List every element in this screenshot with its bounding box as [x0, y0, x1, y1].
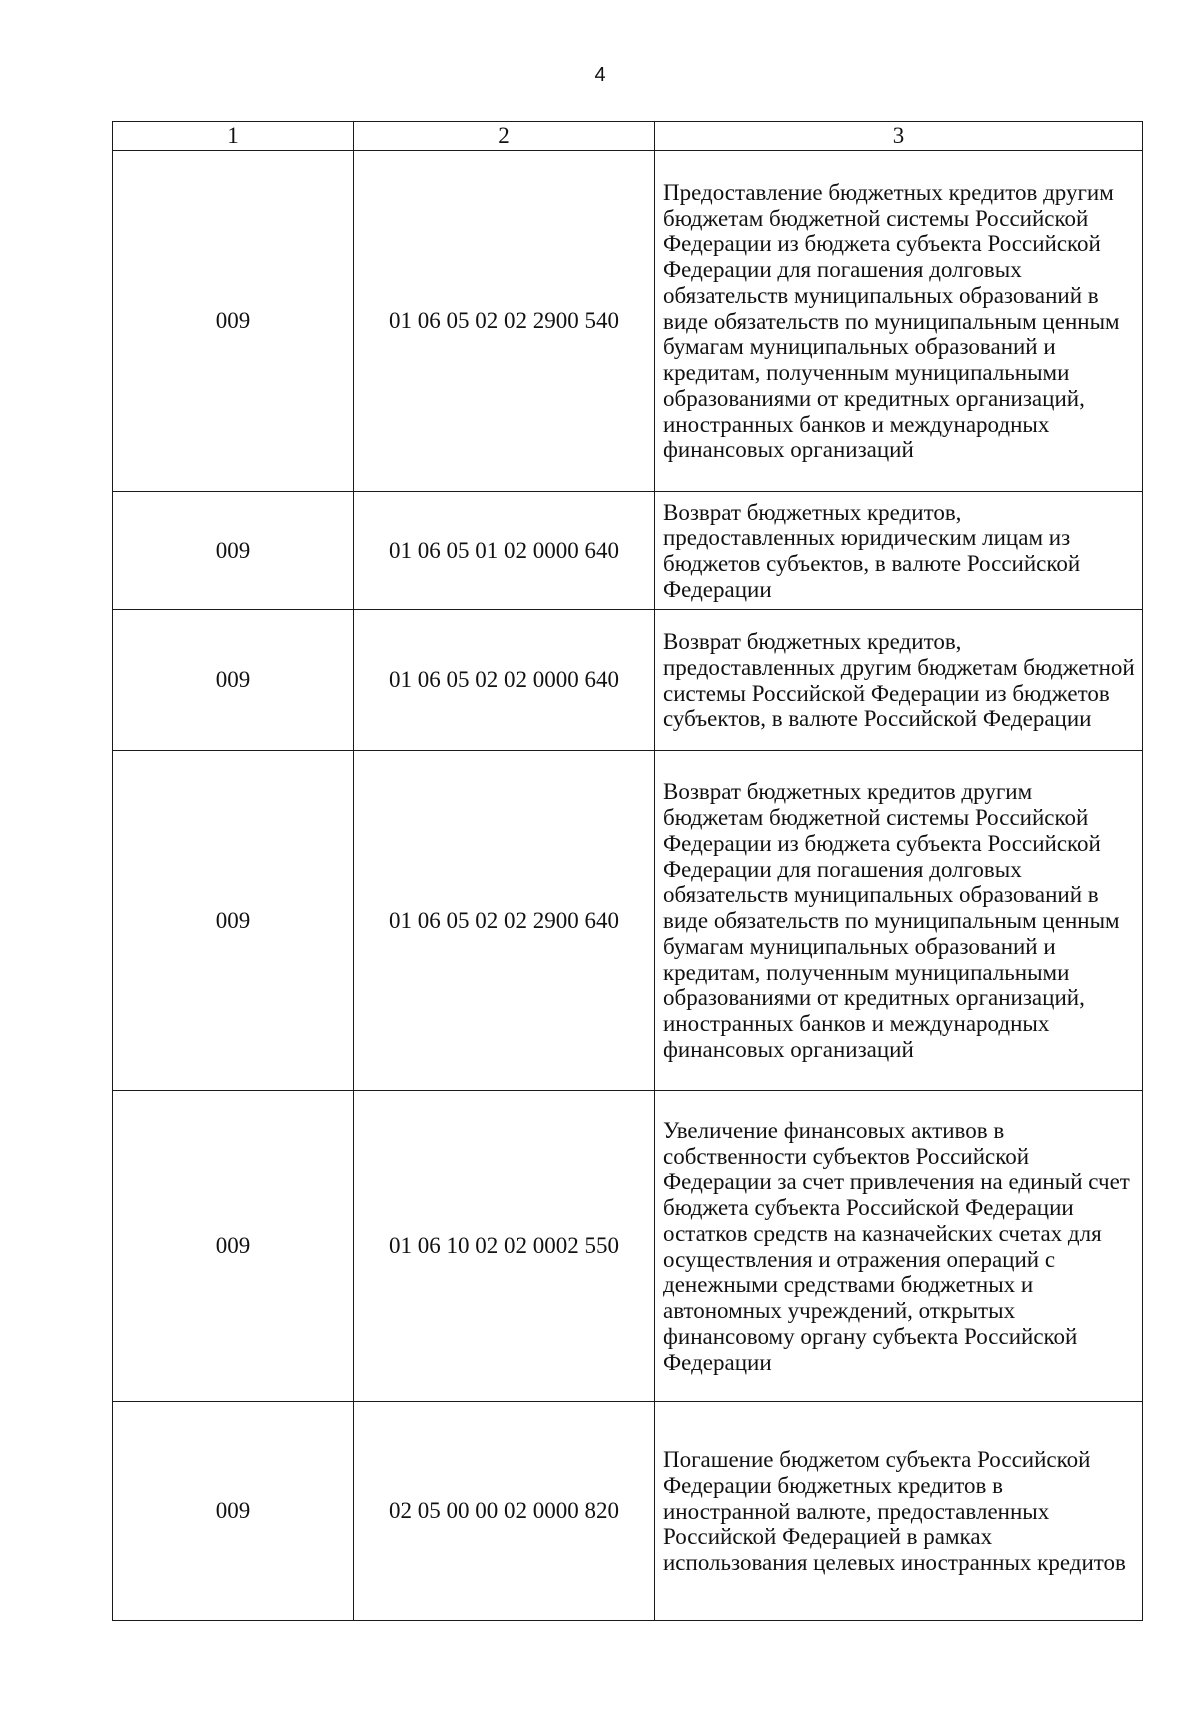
- table-row: [113, 1402, 1143, 1621]
- table-row: [113, 151, 1143, 492]
- table-row: [113, 610, 1143, 751]
- page-number: 4: [594, 64, 606, 86]
- budget-code-cell: 01 06 05 01 02 0000 640: [354, 492, 655, 610]
- admin-code-cell: 009: [113, 1402, 354, 1621]
- description-cell: Предоставление бюджетных кредитов другим бюджетам бюджетной системы Российской Федерации из бюджета субъекта Российской Федерации для погашения долговых обязательств муниципальных образований в виде обязательств по муниципальным ценным бумагам муниципальных образований и кредитам, полученным муниципальными образованиями от кредитных организаций, иностранных банков и международных финансовых организаций: [655, 151, 1143, 492]
- budget-code-cell: 01 06 05 02 02 2900 540: [354, 151, 655, 492]
- table-row: [113, 751, 1143, 1091]
- admin-code-cell: 009: [113, 751, 354, 1091]
- description-cell: Возврат бюджетных кредитов, предоставленных другим бюджетам бюджетной системы Российской Федерации из бюджетов субъектов, в валюте Российской Федерации: [655, 610, 1143, 751]
- admin-code-cell: 009: [113, 1091, 354, 1402]
- description-cell: Возврат бюджетных кредитов, предоставленных юридическим лицам из бюджетов субъектов, в валюте Российской Федерации: [655, 492, 1143, 610]
- table-row: [113, 492, 1143, 610]
- budget-code-cell: 01 06 05 02 02 0000 640: [354, 610, 655, 751]
- description-cell: Погашение бюджетом субъекта Российской Федерации бюджетных кредитов в иностранной валюте, предоставленных Российской Федерацией в рамках использования целевых иностранных кредитов: [655, 1402, 1143, 1621]
- admin-code-cell: 009: [113, 492, 354, 610]
- description-cell: Увеличение финансовых активов в собственности субъектов Российской Федерации за счет привлечения на единый счет бюджета субъекта Российской Федерации остатков средств на казначейских счетах для осуществления и отражения операций с денежными средствами бюджетных и автономных учреждений, открытых финансовому органу субъекта Российской Федерации: [655, 1091, 1143, 1402]
- budget-code-cell: 01 06 05 02 02 2900 640: [354, 751, 655, 1091]
- description-cell: Возврат бюджетных кредитов другим бюджетам бюджетной системы Российской Федерации из бюджета субъекта Российской Федерации для погашения долговых обязательств муниципальных образований в виде обязательств по муниципальным ценным бумагам муниципальных образований и кредитам, полученным муниципальными образованиями от кредитных организаций, иностранных банков и международных финансовых организаций: [655, 751, 1143, 1091]
- admin-code-cell: 009: [113, 610, 354, 751]
- table-header-row: [113, 122, 1143, 151]
- budget-code-cell: 02 05 00 00 02 0000 820: [354, 1402, 655, 1621]
- column-header-3: 3: [655, 122, 1143, 151]
- table-row: [113, 1091, 1143, 1402]
- column-header-1: 1: [113, 122, 354, 151]
- admin-code-cell: 009: [113, 151, 354, 492]
- column-header-2: 2: [354, 122, 655, 151]
- budget-code-cell: 01 06 10 02 02 0002 550: [354, 1091, 655, 1402]
- budget-classification-table: [112, 121, 1143, 1621]
